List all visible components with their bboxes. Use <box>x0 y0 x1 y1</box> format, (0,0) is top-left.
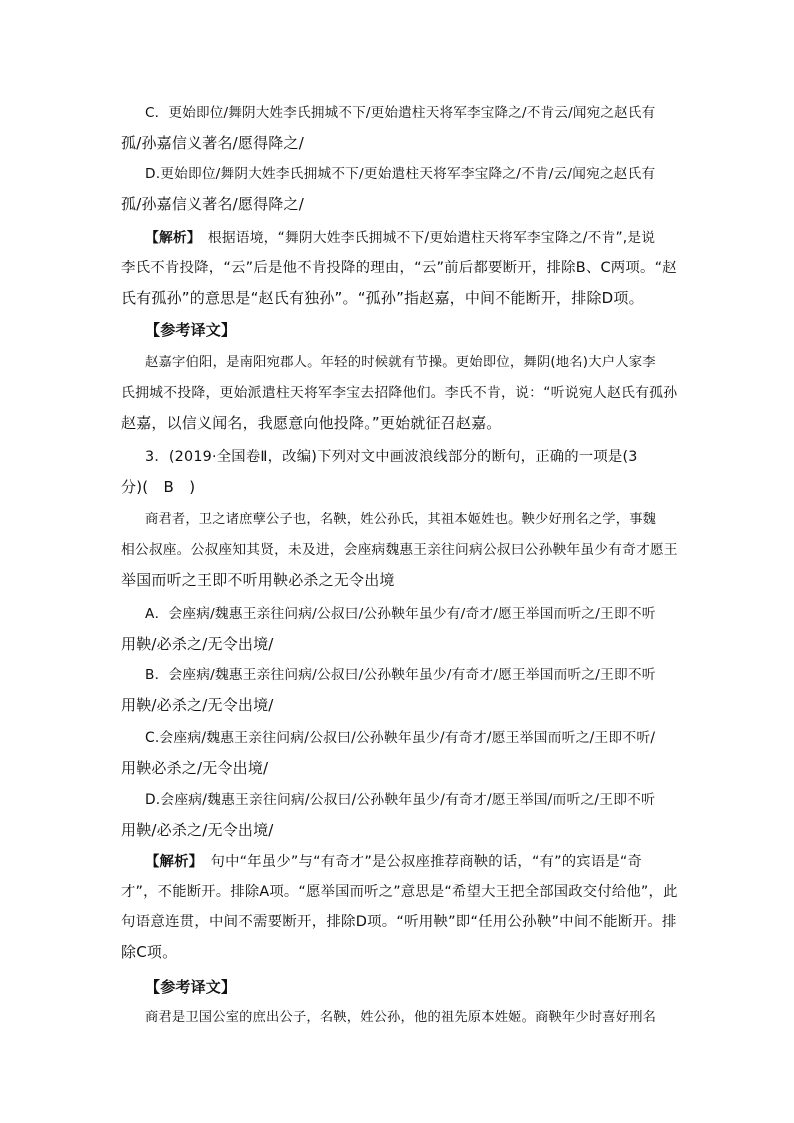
text-line: 李氏不肯投降，“云”后是他不肯投降的理由，“云”前后都要断开，排除B、C两项。“赵 <box>121 260 677 276</box>
option-c-q3 <box>121 723 677 783</box>
option-b-q3 <box>121 660 677 720</box>
text-line: B．会座病/魏惠王亲往问病/公叔曰/公孙鞅年虽少/有奇才/愿王举国而听之/王即不听 <box>145 667 656 683</box>
text-line: 才”，不能断开。排除A项。“愿举国而听之”意思是“希望大王把全部国政交付给他”，此 <box>121 884 678 900</box>
analysis-text: 句中“年虽少”与“有奇才”是公叔座推荐商鞅的话，“有”的宾语是“奇 <box>196 854 643 870</box>
option-d-q3 <box>121 785 677 845</box>
translation-q3 <box>121 1003 677 1033</box>
text-line: 举国而听之王即不听用鞅必杀之无令出境 <box>121 571 395 589</box>
passage-q3 <box>121 505 677 595</box>
text-line: 赵嘉，以信义闻名，我愿意向他投降。”更始就征召赵嘉。 <box>121 414 502 432</box>
text-line: 商君是卫国公室的庶出公子，名鞅，姓公孙，他的祖先原本姓姬。商鞅年少时喜好刑名 <box>145 1010 657 1025</box>
text-line: 用鞅必杀之/无令出境/ <box>121 759 269 777</box>
translation-heading-q3: 【参考译文】 <box>145 978 237 996</box>
text-line: 用鞅/必杀之/无令出境/ <box>121 635 274 653</box>
text-line: 商君者，卫之诸庶孽公子也，名鞅，姓公孙氏，其祖本姬姓也。鞅少好刑名之学，事魏 <box>145 512 657 527</box>
text-line <box>121 847 677 877</box>
text-line: D.会座病/魏惠王亲往问病/公叔曰/公孙鞅年虽少/有奇才/愿王举国/而听之/王即不听 <box>145 792 656 808</box>
text-line: 孤/孙嘉信义著名/愿得降之/ <box>121 195 304 213</box>
text-line: 氏拥城不投降，更始派遣柱天将军李宝去招降他们。李氏不肯，说：“听说宛人赵氏有孤孙 <box>121 385 678 401</box>
analysis-q2 <box>121 223 677 313</box>
text-line: D.更始即位/舞阴大姓李氏拥城不下/更始遣柱天将军李宝降之/不肯/云/闻宛之赵氏有 <box>145 166 656 182</box>
analysis-label: 【解析】 <box>145 854 196 870</box>
text-line <box>121 223 677 253</box>
text-line: 用鞅/必杀之/无令出境/ <box>121 696 274 714</box>
text-line: 赵嘉字伯阳，是南阳宛郡人。年轻的时候就有节操。更始即位，舞阴(地名)大户人家李 <box>145 355 656 370</box>
analysis-q3 <box>121 847 677 967</box>
option-a-q3 <box>121 599 677 659</box>
text-line: 句语意连贯，中间不需要断开，排除D项。“听用鞅”即“任用公孙鞅”中间不能断开。排 <box>121 914 677 930</box>
option-d-q2 <box>121 159 677 219</box>
text-line: 分)( B ) <box>121 478 196 496</box>
text-line: 孤/孙嘉信义著名/愿得降之/ <box>121 134 304 152</box>
text-line: 除C项。 <box>121 943 178 961</box>
question-3 <box>121 442 677 502</box>
translation-q2 <box>121 348 677 438</box>
text-line: 用鞅/必杀之/无令出境/ <box>121 821 274 839</box>
text-line: C.会座病/魏惠王亲往问病/公叔曰/公孙鞅年虽少/有奇才/愿王举国而听之/王即不听/ <box>145 730 656 746</box>
text-line: A．会座病/魏惠王亲往问病/公叔曰/公孙鞅年虽少有/奇才/愿王举国而听之/王即不听 <box>145 606 656 622</box>
text-line: 3．(2019·全国卷Ⅱ，改编)下列对文中画波浪线部分的断句，正确的一项是(3 <box>145 449 638 465</box>
option-c-q2 <box>121 98 677 158</box>
text-line: C．更始即位/舞阴大姓李氏拥城不下/更始遣柱天将军李宝降之/不肯云/闻宛之赵氏有 <box>145 105 656 121</box>
analysis-text: 根据语境，“舞阴大姓李氏拥城不下/更始遣柱天将军李宝降之/不肯”,是说 <box>193 230 656 246</box>
translation-heading-q2: 【参考译文】 <box>145 321 237 339</box>
text-line: 相公叔座。公叔座知其贤，未及进，会座病魏惠王亲往问病公叔曰公孙鞅年虽少有奇才愿王 <box>121 542 678 558</box>
analysis-label: 【解析】 <box>145 230 194 246</box>
text-line: 氏有孤孙”的意思是“赵氏有独孙”。“孤孙”指赵嘉，中间不能断开，排除D项。 <box>121 289 644 307</box>
